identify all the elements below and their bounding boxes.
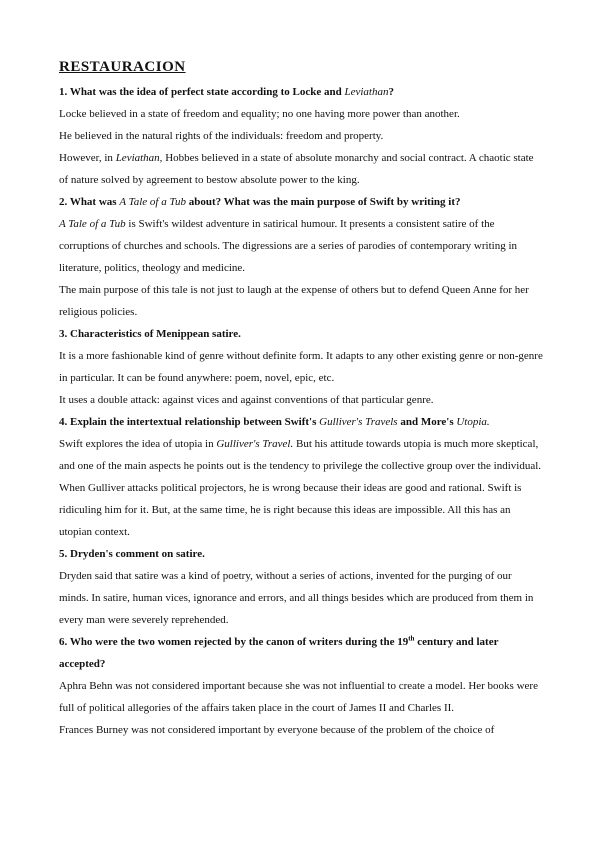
question-text: What was xyxy=(69,196,117,208)
question-text: Who were the two women rejected by the canon of writers during the 19 xyxy=(69,636,409,648)
question-italic: Leviathan xyxy=(344,86,389,98)
question-italic: A Tale of a Tub xyxy=(119,196,186,208)
document-title: RESTAURACION xyxy=(59,59,186,75)
question-number: 5. xyxy=(59,548,68,560)
answer-text: However, in xyxy=(59,152,113,164)
answer-text: is Swift's wildest adventure in satirical humour. It presents a consistent satire of the corruptions of churches and schools. The digressions are a series of parodies of contemporary writing in literature, politics, theology and medicine. xyxy=(59,218,518,274)
answer-paragraph xyxy=(59,433,543,477)
document-body xyxy=(59,81,543,741)
answer-italic: A Tale of a Tub xyxy=(59,218,126,230)
question-2 xyxy=(59,191,543,213)
answer-italic: Gulliver's Travel. xyxy=(216,438,294,450)
question-text: Characteristics of Menippean satire. xyxy=(70,328,241,340)
question-text: about? What was the main purpose of Swift by writing it? xyxy=(188,196,461,208)
answer-paragraph: Aphra Behn was not considered important because she was not influential to create a model. Her books were full of political allegories of the affairs taken place in the court of James II and Charles II. xyxy=(59,680,538,714)
answer-text: Swift explores the idea of utopia in xyxy=(59,438,214,450)
question-italic: Gulliver's Travels xyxy=(319,416,398,428)
question-4 xyxy=(59,411,543,433)
question-number: 6. xyxy=(59,636,68,648)
question-1 xyxy=(59,81,543,103)
question-5 xyxy=(59,543,543,565)
question-text: What was the idea of perfect state according to Locke and xyxy=(69,86,342,98)
answer-paragraph: It uses a double attack: against vices and against conventions of that particular genre. xyxy=(59,394,434,406)
question-text: century and later accepted? xyxy=(59,636,499,670)
answer-paragraph xyxy=(59,147,543,191)
question-number: 1. xyxy=(59,86,68,98)
answer-paragraph: The main purpose of this tale is not just to laugh at the expense of others but to defend Queen Anne for her religious policies. xyxy=(59,284,529,318)
answer-text: But his attitude towards utopia is much more skeptical, and one of the main aspects he points out is the tendency to privilege the collective group over the individual. xyxy=(59,438,542,472)
question-3 xyxy=(59,323,543,345)
answer-paragraph: When Gulliver attacks political projectors, he is wrong because their ideas are good and rational. Swift is ridiculing him for it. But, at the same time, he is right because this ideas are impossible. All this has an utopian context. xyxy=(59,482,522,538)
answer-paragraph: It is a more fashionable kind of genre without definite form. It adapts to any other existing genre or non-genre in particular. It can be found anywhere: poem, novel, epic, etc. xyxy=(59,350,543,384)
question-text: Explain the intertextual relationship between Swift's xyxy=(70,416,317,428)
answer-paragraph: Frances Burney was not considered important by everyone because of the problem of the choice of xyxy=(59,724,495,736)
question-number: 4. xyxy=(59,416,68,428)
superscript: th xyxy=(408,634,415,643)
question-number: 3. xyxy=(59,328,68,340)
question-text: Dryden's comment on satire. xyxy=(70,548,205,560)
question-text: ? xyxy=(388,86,394,98)
answer-paragraph: He believed in the natural rights of the individuals: freedom and property. xyxy=(59,130,384,142)
answer-italic: Leviathan, xyxy=(115,152,163,164)
question-text: and More's xyxy=(400,416,454,428)
answer-text: Hobbes believed in a state of absolute monarchy and social contract. A chaotic state of nature solved by agreement to bestow absolute power to the king. xyxy=(59,152,534,186)
answer-paragraph: Dryden said that satire was a kind of poetry, without a series of actions, invented for the purging of our minds. In satire, human vices, ignorance and errors, and all things besides which are produced from them in every man were severely reprehended. xyxy=(59,570,534,626)
answer-paragraph xyxy=(59,213,543,279)
question-italic: Utopia. xyxy=(456,416,490,428)
answer-paragraph: Locke believed in a state of freedom and equality; no one having more power than another. xyxy=(59,108,460,120)
question-number: 2. xyxy=(59,196,68,208)
question-6 xyxy=(59,631,543,675)
